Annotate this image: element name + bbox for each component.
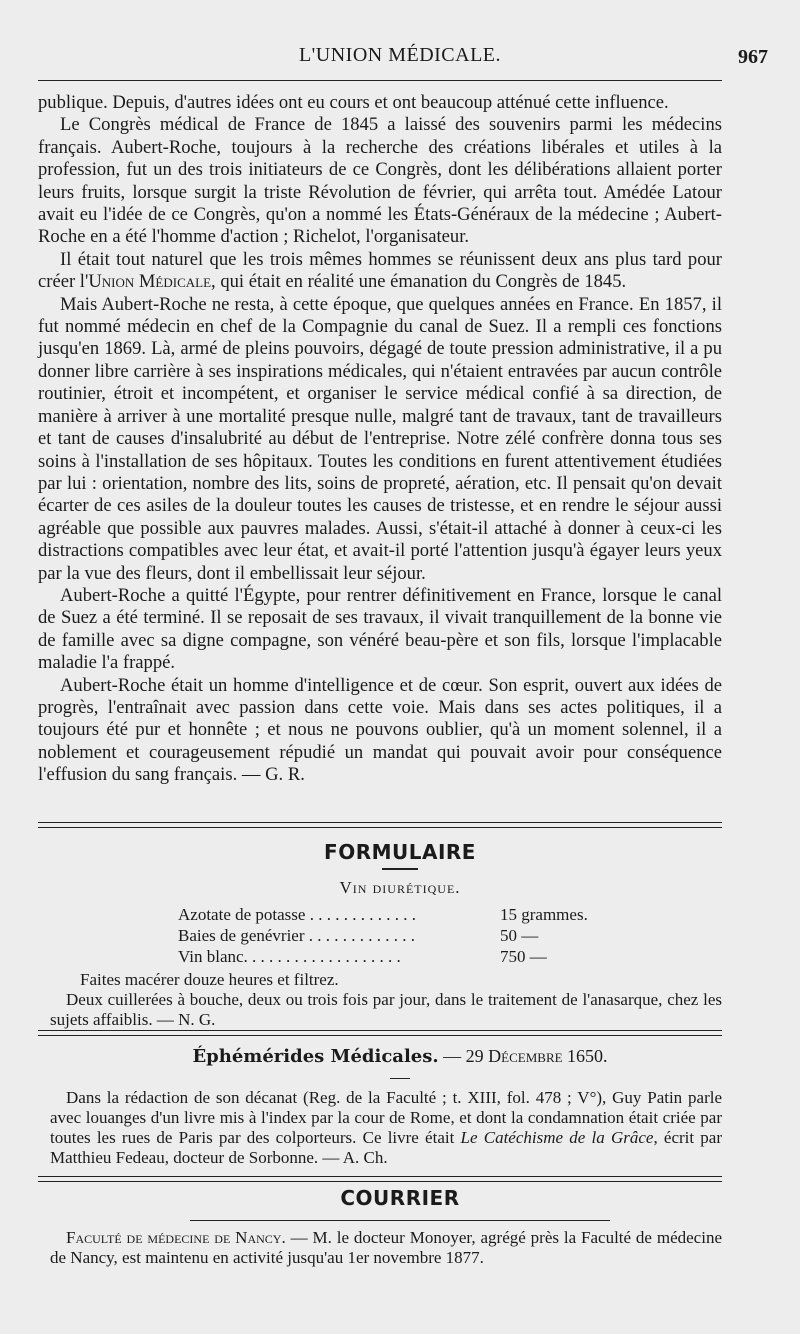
article-paragraph-5: Aubert-Roche a quitté l'Égypte, pour rentrer définitivement en France, lorsque le canal de Suez a été terminé. Il se reposait de ses travaux, il vivait tranquillement de la bonne vie de famille avec sa digne compagne, son vénéré beau-père et son fils, lorsque l'implacable maladie l'a frappé. bbox=[38, 584, 722, 674]
section-divider-formulaire bbox=[38, 822, 722, 828]
section-divider-ephemerides bbox=[38, 1030, 722, 1036]
page-number: 967 bbox=[738, 46, 768, 68]
ephemerides-title bbox=[0, 1046, 800, 1067]
header-rule bbox=[38, 80, 722, 81]
ingredient-name: Azotate de potasse . . . . . . . . . . . . . bbox=[178, 905, 416, 924]
ingredient-quantity: 50 — bbox=[500, 926, 539, 945]
ingredient-quantity: 15 grammes. bbox=[500, 905, 588, 924]
courrier-text-body: — M. le docteur Monoyer, agrégé près la Faculté de médecine de Nancy, est maintenu en activité jusqu'au 1er novembre 1877. bbox=[50, 1228, 722, 1267]
ephemerides-text-end: , écrit par Matthieu Fedeau, docteur de Sorbonne. — A. Ch. bbox=[50, 1128, 723, 1167]
article-body bbox=[38, 92, 722, 787]
ingredient-name: Baies de genévrier . . . . . . . . . . . . . bbox=[178, 926, 415, 945]
journal-name: Union Médicale bbox=[88, 271, 212, 293]
article-paragraph-4: Mais Aubert-Roche ne resta, à cette époque, que quelques années en France. En 1857, il fut nommé médecin en chef de la Compagnie du canal de Suez. Il a rempli ces fonctions jusqu'en 1869. Là, armé de pleins pouvoirs, dégagé de toute pression administrative, il a pu donner libre carrière à ses inspirations médicales, qui n'étaient entravées par aucun contrôle routinier, étroit et incompétent, et organiser le service médical confié à sa direction, de manière à arriver à une mortalité presque nulle, malgré tant de travaux, tant de travailleurs et tant de causes d'insalubrité au début de l'entreprise. Notre zélé confrère donna tous ses soins à l'installation de ses hôpitaux. Toutes les conditions en furent attentivement étudiées par lui : orientation, nombre des lits, soins de propreté, aération, etc. Il pensait qu'on devait écarter de ces asiles de la douleur toutes les causes de tristesse, et en rendre le séjour aussi agréable que possible aux pauvres malades. Aussi, s'était-il attaché à donner à ceux-ci les distractions compatibles avec leur état, et avait-il porté l'attention jusqu'à égayer leurs yeux par la vue des fleurs, dont il embellissait leur séjour. bbox=[38, 293, 722, 584]
article-paragraph-1: publique. Depuis, d'autres idées ont eu cours et ont beaucoup atténué cette influence. bbox=[38, 92, 669, 113]
recipe-instructions bbox=[50, 970, 722, 1030]
ingredient-name: Vin blanc. . . . . . . . . . . . . . . . . . . bbox=[178, 947, 401, 966]
courrier-underline bbox=[190, 1220, 610, 1221]
paragraph-3-end: , qui était en réalité une émanation du Congrès de 1845. bbox=[211, 271, 627, 293]
ephemerides-date: — 29 Décembre 1650. bbox=[438, 1046, 608, 1066]
book-title: Le Catéchisme de la Grâce bbox=[460, 1128, 654, 1147]
formulaire-title: FORMULAIRE bbox=[324, 840, 476, 864]
running-header-title: L'UNION MÉDICALE. bbox=[298, 44, 502, 66]
title-dash bbox=[390, 1078, 410, 1079]
instruction-1: Faites macérer douze heures et filtrez. bbox=[80, 970, 339, 989]
ephemerides-text-main: Dans la rédaction de son décanat (Reg. de la Faculté ; t. XIII, fol. 478 ; V°), Guy Patin parle avec louanges d'un livre mis à l'index par la cour de Rome, et dont la condamnation était criée par toutes les rues de Paris par des colporteurs. Ce livre était bbox=[50, 1088, 722, 1147]
courrier-title: COURRIER bbox=[340, 1186, 460, 1210]
section-divider-courrier bbox=[38, 1176, 722, 1182]
ephemerides-text bbox=[50, 1088, 722, 1168]
article-paragraph-3 bbox=[38, 249, 722, 294]
article-paragraph-6: Aubert-Roche était un homme d'intelligence et de cœur. Son esprit, ouvert aux idées de progrès, l'entraînait avec passion dans cette voie. Mais dans ses actes politiques, il a toujours été pur et honnête ; et nous ne pouvons oublier, qu'à un moment solennel, il a noblement et courageusement répudié un mandat qui pouvait avoir pour conséquence l'effusion du sang français. — G. R. bbox=[38, 674, 722, 786]
ingredient-quantity: 750 — bbox=[500, 947, 547, 966]
paragraph-3-start: Il était tout naturel que les trois mêmes hommes se réunissent deux ans plus tard pour créer l' bbox=[38, 248, 722, 293]
instruction-2: Deux cuillerées à bouche, deux ou trois fois par jour, dans le traitement de l'anasarque, chez les sujets affaiblis. — N. G. bbox=[50, 990, 722, 1029]
ephemerides-heading: Éphémérides Médicales. bbox=[192, 1046, 439, 1067]
courrier-text bbox=[50, 1228, 722, 1268]
courrier-lead: Faculté de médecine de Nancy. bbox=[66, 1228, 286, 1247]
courrier-body bbox=[50, 1228, 722, 1268]
ephemerides-body bbox=[50, 1088, 722, 1168]
title-dash bbox=[382, 868, 418, 870]
article-paragraph-2: Le Congrès médical de France de 1845 a laissé des souvenirs parmi les médecins français. Aubert-Roche, toujours à la recherche des créations libérales et utiles à la profession, fut un des trois initiateurs de ce Congrès, dont les délibérations allaient porter leurs fruits, lorsque surgit la triste Révolution de février, qui arrêta tout. Amédée Latour avait eu l'idée de ce Congrès, qu'on a nommé les États-Généraux de la médecine ; Aubert-Roche en a été l'homme d'action ; Richelot, l'organisateur. bbox=[38, 114, 722, 248]
recipe-title: Vin diurétique. bbox=[339, 878, 461, 897]
